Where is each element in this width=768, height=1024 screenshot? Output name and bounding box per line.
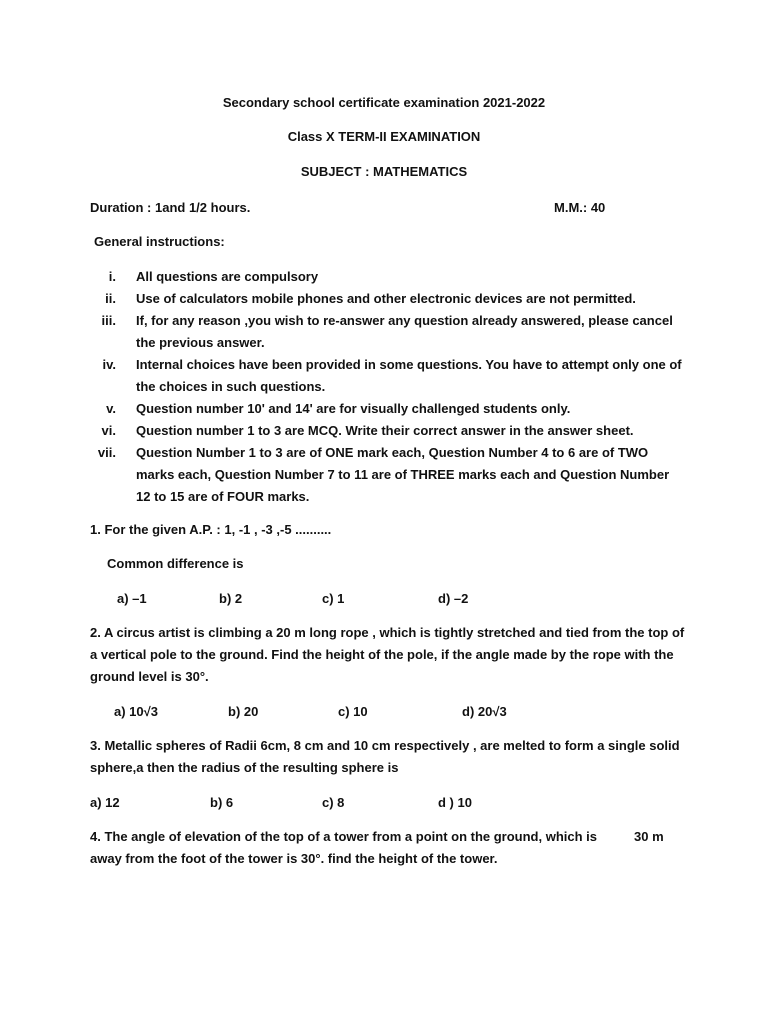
question-4-text: 4. The angle of elevation of the top of a tower from a point on the ground, which is <box>90 829 598 844</box>
instruction-text: Question number 1 to 3 are MCQ. Write their correct answer in the answer sheet. <box>136 423 634 438</box>
instruction-text: Internal choices have been provided in some questions. You have to attempt only one of the choices in such questions. <box>136 357 682 394</box>
question-3-option-b: b) 6 <box>210 795 234 810</box>
question-1-option-b: b) 2 <box>219 591 243 606</box>
question-2-option-b: b) 20 <box>228 704 259 719</box>
question-1-subtext: Common difference is <box>107 556 244 571</box>
instruction-number: iii. <box>101 313 116 328</box>
instruction-text: If, for any reason ,you wish to re-answer any question already answered, please cancel the previous answer. <box>136 313 673 350</box>
instruction-item <box>84 442 684 508</box>
question-1-option-a: a) –1 <box>117 591 147 606</box>
instruction-number: vi. <box>101 423 116 438</box>
instruction-text: All questions are compulsory <box>136 269 319 284</box>
instruction-text: Question Number 1 to 3 are of ONE mark each, Question Number 4 to 6 are of TWO marks each, Question Number 7 to 11 are of THREE marks each and Question Number 12 to 15 are of FOUR marks. <box>136 445 670 504</box>
subject-title: SUBJECT : MATHEMATICS <box>300 164 468 179</box>
instructions-list <box>84 266 684 508</box>
instruction-number: iv. <box>102 357 116 372</box>
question-2-option-a: a) 10√3 <box>114 704 158 719</box>
question-1-text: 1. For the given A.P. : 1, -1 , -3 ,-5 .......... <box>90 522 332 537</box>
exam-title: Secondary school certificate examination 2021-2022 <box>222 95 546 110</box>
class-term-title: Class X TERM-II EXAMINATION <box>287 129 481 144</box>
max-marks-text: M.M.: 40 <box>554 200 606 215</box>
instruction-item <box>84 310 684 354</box>
instruction-text: Question number 10' and 14' are for visually challenged students only. <box>136 401 571 416</box>
instruction-number: vii. <box>97 445 116 460</box>
instruction-item <box>84 398 684 420</box>
question-2-option-d: d) 20√3 <box>462 704 507 719</box>
duration-text: Duration : 1and 1/2 hours. <box>90 200 251 215</box>
instruction-number: v. <box>106 401 116 416</box>
instruction-number: ii. <box>105 291 116 306</box>
question-3-option-a: a) 12 <box>90 795 120 810</box>
question-4-text-continued: away from the foot of the tower is 30°. find the height of the tower. <box>90 851 498 866</box>
question-1-option-c: c) 1 <box>322 591 345 606</box>
question-2-text: 2. A circus artist is climbing a 20 m long rope , which is tightly stretched and tied from the top of a vertical pole to the ground. Find the height of the pole, if the angle made by the rope with the ground level is 30°. <box>90 625 685 684</box>
instruction-item <box>84 354 684 398</box>
question-4-distance: 30 m <box>634 829 664 844</box>
instruction-item <box>84 266 684 288</box>
instruction-number: i. <box>108 269 116 284</box>
instruction-item <box>84 420 684 442</box>
question-3-option-c: c) 8 <box>322 795 345 810</box>
instruction-text: Use of calculators mobile phones and other electronic devices are not permitted. <box>136 291 636 306</box>
question-1-option-d: d) –2 <box>438 591 469 606</box>
instruction-item <box>84 288 684 310</box>
question-3-option-d: d ) 10 <box>438 795 472 810</box>
question-2-option-c: c) 10 <box>338 704 368 719</box>
question-3-text: 3. Metallic spheres of Radii 6cm, 8 cm and 10 cm respectively , are melted to form a single solid sphere,a then the radius of the resulting sphere is <box>90 738 680 775</box>
instructions-heading: General instructions: <box>94 234 225 249</box>
